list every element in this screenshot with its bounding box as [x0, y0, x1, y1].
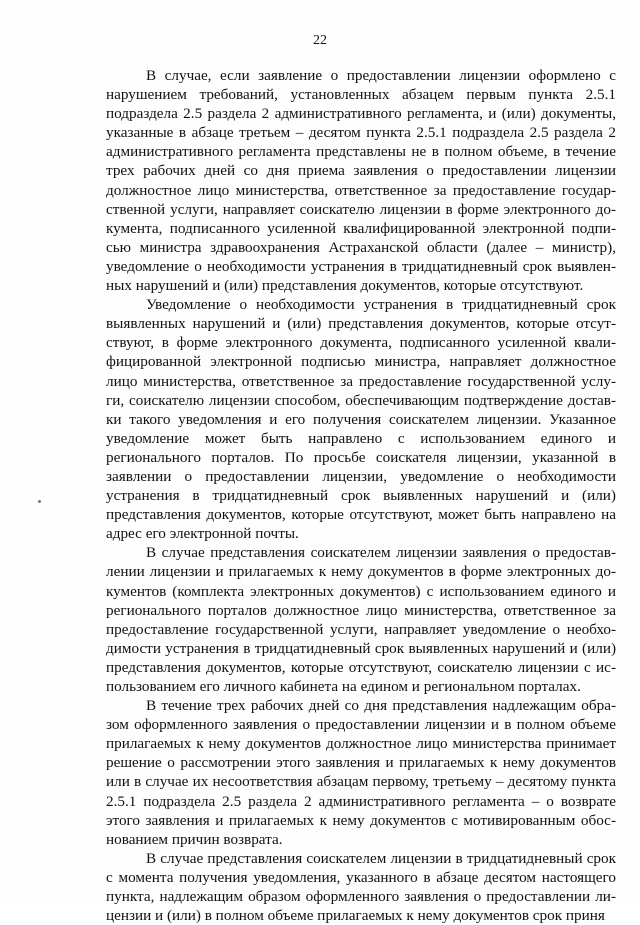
- paragraph: В случае представления соискателем лицензии заявления о предоставлении лицензии и прилагаемых к нему документов в форме электронных документов (комплекта электронных документов) с использованием единого и регионального порталов должностное лицо министерства, ответственное за предоставление государственной услуги, направляет уведомление о необходимости устранения в тридцатидневный срок выявленных нарушений и (или) представления документов, которые отсутствуют, соискателю лицензии с использованием его личного кабинета на едином и региональном порталах.: [106, 544, 616, 695]
- paragraph: В случае, если заявление о предоставлении лицензии оформлено с нарушением требований, установленных абзацем первым пункта 2.5.1 подраздела 2.5 раздела 2 административного регламента, и (или) документы, указанные в абзаце третьем – десятом пункта 2.5.1 подраздела 2.5 раздела 2 административного регламента представлены не в полном объеме, в течение трех рабочих дней со дня приема заявления о предоставлении лицензии должностное лицо министерства, ответственное за предоставление государственной услуги, направляет соискателю лицензии в форме электронного документа, подписанного усиленной квалифицированной электронной подписью министра здравоохранения Астраханской области (далее – министр), уведомление о необходимости устранения в тридцатидневный срок выявленных нарушений и (или) представления документов, которые отсутствуют.: [106, 67, 616, 295]
- paragraph: Уведомление о необходимости устранения в тридцатидневный срок выявленных нарушений и (или) представления документов, которые отсутствуют, в форме электронного документа, подписанного усиленной квалифицированной электронной подписью министра, направляет должностное лицо министерства, ответственное за предоставление государственной услуги, соискателю лицензии способом, обеспечивающим подтверждение доставки такого уведомления и его получения соискателем лицензии. Указанное уведомление может быть направлено с использованием единого и регионального порталов. По просьбе соискателя лицензии, указанной в заявлении о предоставлении лицензии, уведомление о необходимости устранения в тридцатидневный срок выявленных нарушений и (или) представления документов, которые отсутствуют, может быть направлено на адрес его электронной почты.: [106, 296, 616, 543]
- page-number: 22: [313, 33, 327, 48]
- paragraph: В течение трех рабочих дней со дня представления надлежащим образом оформленного заявления о предоставлении лицензии и в полном объеме прилагаемых к нему документов должностное лицо министерства принимает решение о рассмотрении этого заявления и прилагаемых к нему документов или в случае их несоответствия абзацам первому, третьему – десятому пункта 2.5.1 подраздела 2.5 раздела 2 административного регламента – о возврате этого заявления и прилагаемых к нему документов с мотивированным обоснованием причин возврата.: [106, 697, 616, 848]
- paragraph: В случае представления соискателем лицензии в тридцатидневный срок с момента получения уведомления, указанного в абзаце десятом настоящего пункта, надлежащим образом оформленного заявления о предоставлении лицензии и (или) в полном объеме прилагаемых к нему документов срок приня: [106, 849, 616, 925]
- body-text: [106, 66, 616, 925]
- scan-speck: [38, 500, 41, 503]
